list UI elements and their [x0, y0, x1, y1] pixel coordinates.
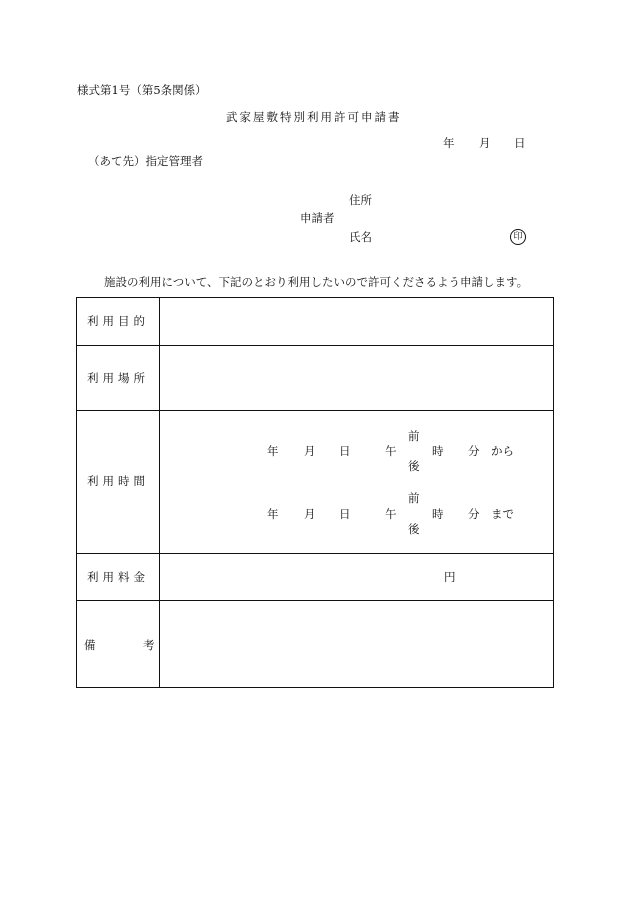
seal-mark: 印 [510, 229, 526, 245]
intro-text: 施設の利用について、下記のとおり利用したいので許可くださるよう申請します。 [104, 275, 529, 289]
remarks-label-right: 考 [143, 638, 155, 652]
to-suffix-label: まで [491, 507, 514, 521]
address-label: 住所 [349, 193, 372, 207]
to-minute-label: 分 [468, 507, 480, 521]
application-table [76, 297, 554, 688]
row-divider [77, 600, 553, 601]
to-month-label: 月 [304, 507, 316, 521]
purpose-label: 利用目的 [87, 314, 149, 328]
time-label: 利用時間 [87, 474, 149, 488]
place-label: 利用場所 [87, 371, 149, 385]
date-month-label: 月 [479, 136, 491, 150]
fee-unit-label: 円 [444, 570, 456, 584]
from-hour-label: 時 [432, 444, 444, 458]
from-suffix-label: から [491, 444, 514, 458]
to-hour-label: 時 [432, 507, 444, 521]
addressee: （あて先）指定管理者 [88, 154, 203, 168]
row-divider [77, 410, 553, 411]
date-year-label: 年 [443, 136, 455, 150]
from-year-label: 年 [267, 444, 279, 458]
row-divider [77, 345, 553, 346]
from-pm-label: 後 [408, 459, 420, 473]
to-day-label: 日 [339, 507, 351, 521]
date-day-label: 日 [514, 136, 526, 150]
remarks-label-left: 備 [84, 638, 96, 652]
to-pm-label: 後 [408, 522, 420, 536]
from-am-label: 前 [408, 429, 420, 443]
row-divider [77, 553, 553, 554]
to-year-label: 年 [267, 507, 279, 521]
form-reference: 様式第1号（第5条関係） [77, 83, 207, 97]
document-title: 武家屋敷特別利用許可申請書 [226, 110, 402, 124]
from-minute-label: 分 [468, 444, 480, 458]
label-column-divider [159, 298, 160, 687]
to-am-label: 前 [408, 491, 420, 505]
from-month-label: 月 [304, 444, 316, 458]
fee-label: 利用料金 [87, 570, 149, 584]
name-label: 氏名 [349, 230, 372, 244]
to-noon-label: 午 [385, 507, 397, 521]
applicant-label: 申請者 [300, 211, 335, 225]
from-noon-label: 午 [385, 444, 397, 458]
from-day-label: 日 [339, 444, 351, 458]
